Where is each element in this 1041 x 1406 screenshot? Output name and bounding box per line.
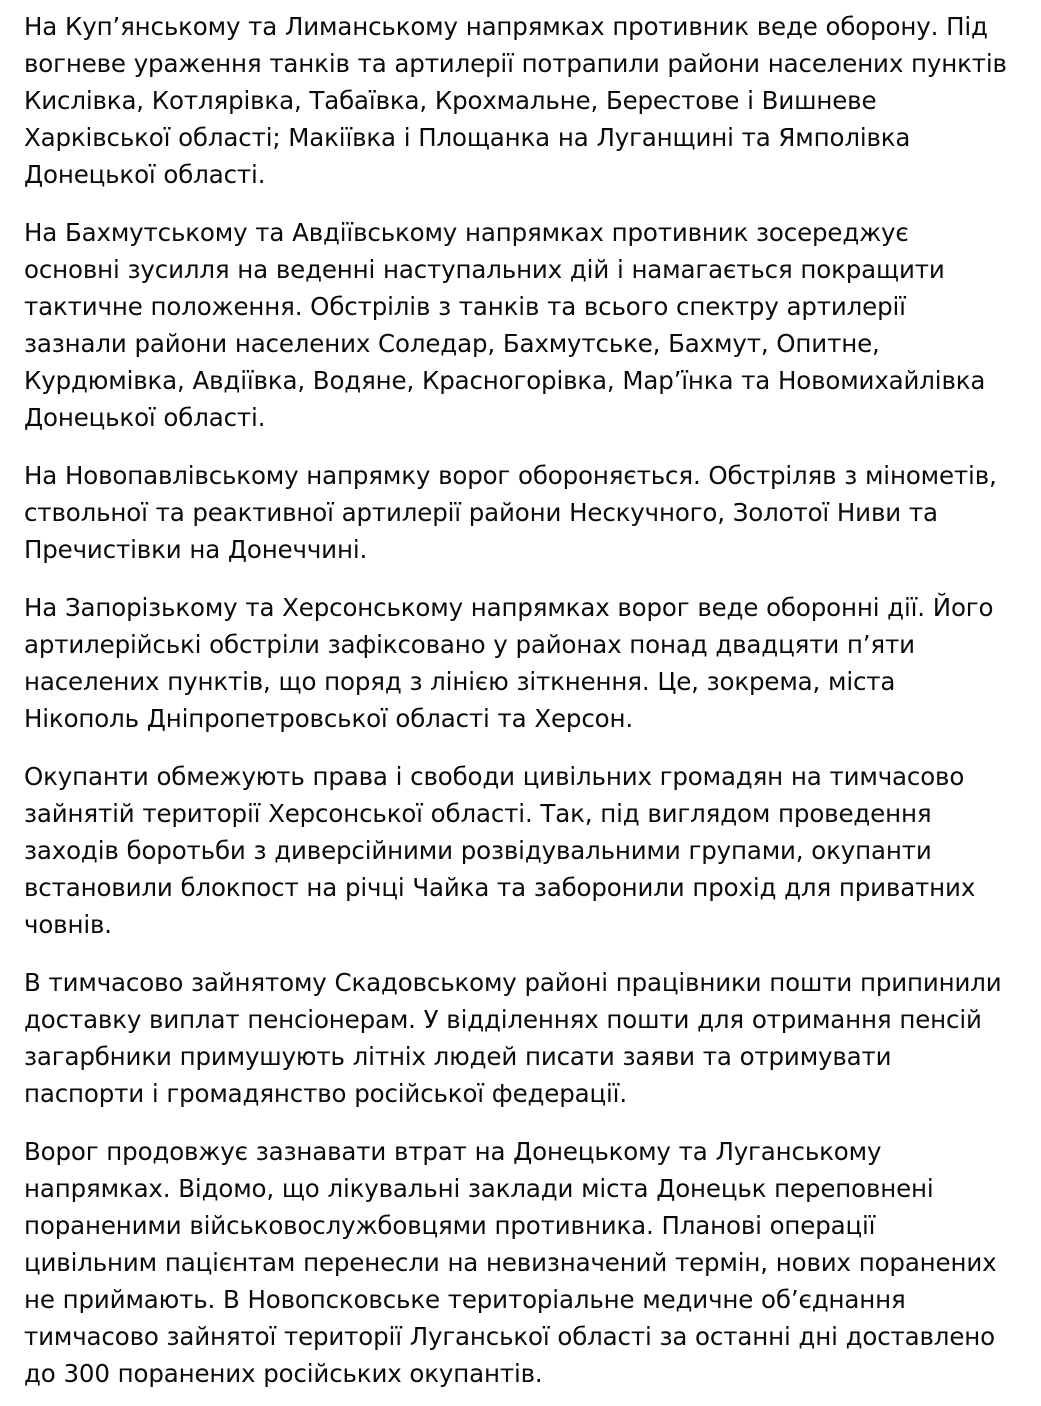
paragraph-4: На Запорізькому та Херсонському напрямках ворог веде оборонні дії. Його артилерійські обстріли зафіксовано у районах понад двадцяти п’яти населених пунктів, що поряд з лінією зіткнення. Це, зокрема, міста Нікополь Дніпропетровської області та Херсон. bbox=[24, 593, 994, 733]
paragraph-1: На Куп’янському та Лиманському напрямках противник веде оборону. Під вогневе ураження танків та артилерії потрапили райони населених пунктів Кислівка, Котлярівка, Табаївка, Крохмальне, Берестове і Вишневе Харківської області; Макіївка і Площанка на Луганщині та Ямполівка Донецької області. bbox=[24, 12, 1007, 189]
paragraph-6: В тимчасово зайнятому Скадовському районі працівники пошти припинили доставку виплат пенсіонерам. У відділеннях пошти для отримання пенсій загарбники примушують літніх людей писати заяви та отримувати паспорти і громадянство російської федерації. bbox=[24, 968, 1002, 1108]
paragraph-7: Ворог продовжує зазнавати втрат на Донецькому та Луганському напрямках. Відомо, що лікувальні заклади міста Донецьк переповнені пораненими військовослужбовцями противника. Планові операції цивільним пацієнтам перенесли на невизначений термін, нових поранених не приймають. В Новопсковське територіальне медичне об’єднання тимчасово зайнятої території Луганської області за останні дні доставлено до 300 поранених російських окупантів. bbox=[24, 1137, 997, 1388]
paragraph-3: На Новопавлівському напрямку ворог обороняється. Обстріляв з мінометів, ствольної та реактивної артилерії райони Нескучного, Золотої Ниви та Пречистівки на Донеччині. bbox=[24, 461, 997, 564]
paragraph-2: На Бахмутському та Авдіївському напрямках противник зосереджує основні зусилля на веденні наступальних дій і намагається покращити тактичне положення. Обстрілів з танків та всього спектру артилерії зазнали райони населених Соледар, Бахмутське, Бахмут, Опитне, Курдюмівка, Авдіївка, Водяне, Красногорівка, Мар’їнка та Новомихайлівка Донецької області. bbox=[24, 218, 986, 432]
paragraph-5: Окупанти обмежують права і свободи цивільних громадян на тимчасово зайнятій території Херсонської області. Так, під виглядом проведення заходів боротьби з диверсійними розвідувальними групами, окупанти встановили блокпост на річці Чайка та заборонили прохід для приватних човнів. bbox=[24, 762, 976, 939]
